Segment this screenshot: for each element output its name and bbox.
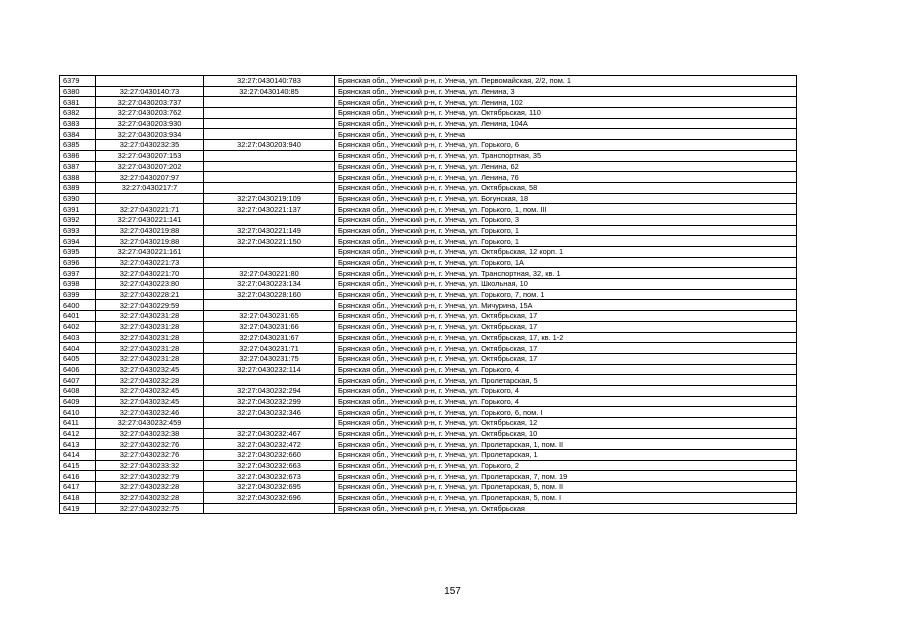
cadastral-number-cell: 32:27:0430232:28 — [96, 482, 204, 493]
address-cell: Брянская обл., Унечский р-н, г. Унеча, ул. Школьная, 10 — [335, 279, 797, 290]
building-cadastral-number-cell: 32:27:0430231:66 — [204, 321, 335, 332]
building-cadastral-number-cell — [204, 97, 335, 108]
building-cadastral-number-cell — [204, 257, 335, 268]
address-cell: Брянская обл., Унечский р-н, г. Унеча, ул. Транспортная, 35 — [335, 150, 797, 161]
table-row — [60, 300, 797, 311]
address-cell: Брянская обл., Унечский р-н, г. Унеча, ул. Горького, 3 — [335, 214, 797, 225]
row-number-cell: 6411 — [60, 418, 96, 429]
table-row — [60, 129, 797, 140]
address-cell: Брянская обл., Унечский р-н, г. Унеча, ул. Горького, 6 — [335, 140, 797, 151]
row-number-cell: 6380 — [60, 86, 96, 97]
address-cell: Брянская обл., Унечский р-н, г. Унеча, ул. Горького, 2 — [335, 460, 797, 471]
cadastral-number-cell: 32:27:0430231:28 — [96, 321, 204, 332]
cadastral-number-cell: 32:27:0430231:28 — [96, 332, 204, 343]
table-body — [60, 76, 797, 514]
cadastral-number-cell: 32:27:0430232:459 — [96, 418, 204, 429]
table-row — [60, 247, 797, 258]
row-number-cell: 6405 — [60, 353, 96, 364]
address-cell: Брянская обл., Унечский р-н, г. Унеча, ул. Богунская, 18 — [335, 193, 797, 204]
row-number-cell: 6391 — [60, 204, 96, 215]
row-number-cell: 6390 — [60, 193, 96, 204]
row-number-cell: 6383 — [60, 118, 96, 129]
row-number-cell: 6389 — [60, 182, 96, 193]
address-cell: Брянская обл., Унечский р-н, г. Унеча, ул. Ленина, 3 — [335, 86, 797, 97]
building-cadastral-number-cell — [204, 172, 335, 183]
building-cadastral-number-cell: 32:27:0430231:71 — [204, 343, 335, 354]
row-number-cell: 6409 — [60, 396, 96, 407]
building-cadastral-number-cell: 32:27:0430232:467 — [204, 428, 335, 439]
table-row — [60, 321, 797, 332]
cadastral-number-cell: 32:27:0430233:32 — [96, 460, 204, 471]
row-number-cell: 6387 — [60, 161, 96, 172]
cadastral-number-cell: 32:27:0430232:45 — [96, 396, 204, 407]
building-cadastral-number-cell: 32:27:0430232:114 — [204, 364, 335, 375]
row-number-cell: 6410 — [60, 407, 96, 418]
row-number-cell: 6397 — [60, 268, 96, 279]
address-cell: Брянская обл., Унечский р-н, г. Унеча, ул. Октябрьская, 12 корп. 1 — [335, 247, 797, 258]
cadastral-number-cell: 32:27:0430229:59 — [96, 300, 204, 311]
address-cell: Брянская обл., Унечский р-н, г. Унеча, ул. Мичурина, 15А — [335, 300, 797, 311]
table-row — [60, 193, 797, 204]
table-row — [60, 407, 797, 418]
row-number-cell: 6419 — [60, 503, 96, 514]
table-row — [60, 343, 797, 354]
address-cell: Брянская обл., Унечский р-н, г. Унеча, ул. Горького, 1А — [335, 257, 797, 268]
cadastral-number-cell: 32:27:0430207:153 — [96, 150, 204, 161]
table-row — [60, 503, 797, 514]
address-cell: Брянская обл., Унечский р-н, г. Унеча — [335, 129, 797, 140]
address-cell: Брянская обл., Унечский р-н, г. Унеча, ул. Пролетарская, 5, пом. I — [335, 492, 797, 503]
building-cadastral-number-cell — [204, 161, 335, 172]
cadastral-number-cell — [96, 76, 204, 87]
table-row — [60, 86, 797, 97]
row-number-cell: 6392 — [60, 214, 96, 225]
row-number-cell: 6407 — [60, 375, 96, 386]
cadastral-number-cell: 32:27:0430203:934 — [96, 129, 204, 140]
cadastral-number-cell: 32:27:0430207:97 — [96, 172, 204, 183]
table-row — [60, 225, 797, 236]
table-row — [60, 97, 797, 108]
row-number-cell: 6402 — [60, 321, 96, 332]
building-cadastral-number-cell: 32:27:0430228:160 — [204, 289, 335, 300]
table-row — [60, 257, 797, 268]
address-cell: Брянская обл., Унечский р-н, г. Унеча, ул. Горького, 4 — [335, 385, 797, 396]
building-cadastral-number-cell: 32:27:0430232:673 — [204, 471, 335, 482]
table-row — [60, 140, 797, 151]
building-cadastral-number-cell: 32:27:0430232:472 — [204, 439, 335, 450]
cadastral-number-cell: 32:27:0430231:28 — [96, 311, 204, 322]
building-cadastral-number-cell — [204, 214, 335, 225]
building-cadastral-number-cell — [204, 118, 335, 129]
table-row — [60, 182, 797, 193]
table-row — [60, 172, 797, 183]
building-cadastral-number-cell: 32:27:0430232:346 — [204, 407, 335, 418]
address-cell: Брянская обл., Унечский р-н, г. Унеча, ул. Октябрьская, 10 — [335, 428, 797, 439]
cadastral-number-cell: 32:27:0430221:70 — [96, 268, 204, 279]
building-cadastral-number-cell — [204, 150, 335, 161]
address-cell: Брянская обл., Унечский р-н, г. Унеча, ул. Октябрьская — [335, 503, 797, 514]
cadastral-number-cell: 32:27:0430232:38 — [96, 428, 204, 439]
building-cadastral-number-cell: 32:27:0430232:299 — [204, 396, 335, 407]
row-number-cell: 6388 — [60, 172, 96, 183]
table-row — [60, 428, 797, 439]
building-cadastral-number-cell: 32:27:0430221:137 — [204, 204, 335, 215]
building-cadastral-number-cell: 32:27:0430203:940 — [204, 140, 335, 151]
address-cell: Брянская обл., Унечский р-н, г. Унеча, ул. Октябрьская, 12 — [335, 418, 797, 429]
row-number-cell: 6393 — [60, 225, 96, 236]
row-number-cell: 6404 — [60, 343, 96, 354]
table-row — [60, 471, 797, 482]
cadastral-number-cell: 32:27:0430221:161 — [96, 247, 204, 258]
building-cadastral-number-cell: 32:27:0430221:80 — [204, 268, 335, 279]
address-cell: Брянская обл., Унечский р-н, г. Унеча, ул. Горького, 1 — [335, 236, 797, 247]
address-cell: Брянская обл., Унечский р-н, г. Унеча, ул. Октябрьская, 110 — [335, 108, 797, 119]
row-number-cell: 6413 — [60, 439, 96, 450]
cadastral-number-cell: 32:27:0430207:202 — [96, 161, 204, 172]
address-cell: Брянская обл., Унечский р-н, г. Унеча, ул. Октябрьская, 58 — [335, 182, 797, 193]
row-number-cell: 6381 — [60, 97, 96, 108]
table-row — [60, 460, 797, 471]
table-row — [60, 204, 797, 215]
table-row — [60, 76, 797, 87]
row-number-cell: 6412 — [60, 428, 96, 439]
table-row — [60, 332, 797, 343]
table-row — [60, 482, 797, 493]
building-cadastral-number-cell: 32:27:0430219:109 — [204, 193, 335, 204]
address-cell: Брянская обл., Унечский р-н, г. Унеча, ул. Октябрьская, 17 — [335, 311, 797, 322]
cadastral-number-cell: 32:27:0430219:88 — [96, 225, 204, 236]
table-row — [60, 396, 797, 407]
address-cell: Брянская обл., Унечский р-н, г. Унеча, ул. Пролетарская, 7, пом. 19 — [335, 471, 797, 482]
cadastral-number-cell: 32:27:0430232:35 — [96, 140, 204, 151]
building-cadastral-number-cell — [204, 503, 335, 514]
cadastral-number-cell: 32:27:0430232:75 — [96, 503, 204, 514]
address-cell: Брянская обл., Унечский р-н, г. Унеча, ул. Горького, 1 — [335, 225, 797, 236]
row-number-cell: 6418 — [60, 492, 96, 503]
building-cadastral-number-cell: 32:27:0430232:696 — [204, 492, 335, 503]
row-number-cell: 6384 — [60, 129, 96, 140]
cadastral-number-cell: 32:27:0430223:80 — [96, 279, 204, 290]
building-cadastral-number-cell: 32:27:0430221:150 — [204, 236, 335, 247]
cadastral-number-cell: 32:27:0430221:141 — [96, 214, 204, 225]
table-row — [60, 375, 797, 386]
cadastral-number-cell: 32:27:0430232:46 — [96, 407, 204, 418]
address-cell: Брянская обл., Унечский р-н, г. Унеча, ул. Ленина, 102 — [335, 97, 797, 108]
row-number-cell: 6400 — [60, 300, 96, 311]
cadastral-number-cell: 32:27:0430231:28 — [96, 353, 204, 364]
building-cadastral-number-cell: 32:27:0430231:65 — [204, 311, 335, 322]
row-number-cell: 6414 — [60, 450, 96, 461]
cadastral-number-cell: 32:27:0430203:762 — [96, 108, 204, 119]
table-row — [60, 118, 797, 129]
address-cell: Брянская обл., Унечский р-н, г. Унеча, ул. Октябрьская, 17 — [335, 353, 797, 364]
row-number-cell: 6386 — [60, 150, 96, 161]
cadastral-number-cell: 32:27:0430232:76 — [96, 450, 204, 461]
address-cell: Брянская обл., Унечский р-н, г. Унеча, ул. Первомайская, 2/2, пом. 1 — [335, 76, 797, 87]
building-cadastral-number-cell — [204, 247, 335, 258]
cadastral-number-cell: 32:27:0430232:28 — [96, 492, 204, 503]
address-cell: Брянская обл., Унечский р-н, г. Унеча, ул. Горького, 7, пом. 1 — [335, 289, 797, 300]
building-cadastral-number-cell: 32:27:0430140:783 — [204, 76, 335, 87]
table-row — [60, 150, 797, 161]
cadastral-number-cell: 32:27:0430217:7 — [96, 182, 204, 193]
address-cell: Брянская обл., Унечский р-н, г. Унеча, ул. Пролетарская, 1 — [335, 450, 797, 461]
table-row — [60, 236, 797, 247]
building-cadastral-number-cell: 32:27:0430232:294 — [204, 385, 335, 396]
address-cell: Брянская обл., Унечский р-н, г. Унеча, ул. Ленина, 76 — [335, 172, 797, 183]
row-number-cell: 6399 — [60, 289, 96, 300]
address-cell: Брянская обл., Унечский р-н, г. Унеча, ул. Горького, 4 — [335, 396, 797, 407]
table-row — [60, 108, 797, 119]
row-number-cell: 6417 — [60, 482, 96, 493]
row-number-cell: 6394 — [60, 236, 96, 247]
table-row — [60, 268, 797, 279]
building-cadastral-number-cell — [204, 182, 335, 193]
cadastral-number-cell: 32:27:0430231:28 — [96, 343, 204, 354]
row-number-cell: 6403 — [60, 332, 96, 343]
building-cadastral-number-cell: 32:27:0430231:67 — [204, 332, 335, 343]
row-number-cell: 6416 — [60, 471, 96, 482]
cadastral-number-cell: 32:27:0430219:88 — [96, 236, 204, 247]
row-number-cell: 6415 — [60, 460, 96, 471]
building-cadastral-number-cell — [204, 108, 335, 119]
cadastral-number-cell: 32:27:0430221:71 — [96, 204, 204, 215]
address-cell: Брянская обл., Унечский р-н, г. Унеча, ул. Октябрьская, 17, кв. 1-2 — [335, 332, 797, 343]
table-row — [60, 364, 797, 375]
row-number-cell: 6385 — [60, 140, 96, 151]
table-row — [60, 311, 797, 322]
building-cadastral-number-cell: 32:27:0430232:695 — [204, 482, 335, 493]
cadastral-number-cell: 32:27:0430203:737 — [96, 97, 204, 108]
address-cell: Брянская обл., Унечский р-н, г. Унеча, ул. Горького, 4 — [335, 364, 797, 375]
cadastral-number-cell: 32:27:0430221:73 — [96, 257, 204, 268]
building-cadastral-number-cell: 32:27:0430221:149 — [204, 225, 335, 236]
row-number-cell: 6382 — [60, 108, 96, 119]
building-cadastral-number-cell — [204, 375, 335, 386]
address-cell: Брянская обл., Унечский р-н, г. Унеча, ул. Октябрьская, 17 — [335, 321, 797, 332]
table-row — [60, 353, 797, 364]
building-cadastral-number-cell — [204, 418, 335, 429]
address-cell: Брянская обл., Унечский р-н, г. Унеча, ул. Пролетарская, 1, пом. II — [335, 439, 797, 450]
table-row — [60, 418, 797, 429]
building-cadastral-number-cell — [204, 129, 335, 140]
building-cadastral-number-cell: 32:27:0430231:75 — [204, 353, 335, 364]
building-cadastral-number-cell: 32:27:0430232:663 — [204, 460, 335, 471]
row-number-cell: 6408 — [60, 385, 96, 396]
address-cell: Брянская обл., Унечский р-н, г. Унеча, ул. Пролетарская, 5, пом. II — [335, 482, 797, 493]
row-number-cell: 6398 — [60, 279, 96, 290]
table-row — [60, 289, 797, 300]
cadastral-number-cell: 32:27:0430232:28 — [96, 375, 204, 386]
address-cell: Брянская обл., Унечский р-н, г. Унеча, ул. Ленина, 62 — [335, 161, 797, 172]
table-row — [60, 279, 797, 290]
building-cadastral-number-cell: 32:27:0430223:134 — [204, 279, 335, 290]
table-row — [60, 450, 797, 461]
table-row — [60, 214, 797, 225]
building-cadastral-number-cell: 32:27:0430232:660 — [204, 450, 335, 461]
row-number-cell: 6379 — [60, 76, 96, 87]
cadastral-number-cell: 32:27:0430232:79 — [96, 471, 204, 482]
address-cell: Брянская обл., Унечский р-н, г. Унеча, ул. Пролетарская, 5 — [335, 375, 797, 386]
cadastral-number-cell — [96, 193, 204, 204]
row-number-cell: 6395 — [60, 247, 96, 258]
address-cell: Брянская обл., Унечский р-н, г. Унеча, ул. Октябрьская, 17 — [335, 343, 797, 354]
address-cell: Брянская обл., Унечский р-н, г. Унеча, ул. Транспортная, 32, кв. 1 — [335, 268, 797, 279]
row-number-cell: 6406 — [60, 364, 96, 375]
table-row — [60, 385, 797, 396]
cadastral-table — [59, 75, 797, 514]
table-row — [60, 161, 797, 172]
table-row — [60, 439, 797, 450]
cadastral-number-cell: 32:27:0430228:21 — [96, 289, 204, 300]
table-row — [60, 492, 797, 503]
cadastral-number-cell: 32:27:0430140:73 — [96, 86, 204, 97]
cadastral-number-cell: 32:27:0430232:45 — [96, 364, 204, 375]
row-number-cell: 6401 — [60, 311, 96, 322]
cadastral-number-cell: 32:27:0430232:45 — [96, 385, 204, 396]
address-cell: Брянская обл., Унечский р-н, г. Унеча, ул. Горького, 6, пом. I — [335, 407, 797, 418]
address-cell: Брянская обл., Унечский р-н, г. Унеча, ул. Горького, 1, пом. III — [335, 204, 797, 215]
building-cadastral-number-cell: 32:27:0430140:85 — [204, 86, 335, 97]
address-cell: Брянская обл., Унечский р-н, г. Унеча, ул. Ленина, 104А — [335, 118, 797, 129]
cadastral-number-cell: 32:27:0430232:76 — [96, 439, 204, 450]
building-cadastral-number-cell — [204, 300, 335, 311]
row-number-cell: 6396 — [60, 257, 96, 268]
cadastral-number-cell: 32:27:0430203:930 — [96, 118, 204, 129]
page-number: 157 — [444, 586, 461, 597]
